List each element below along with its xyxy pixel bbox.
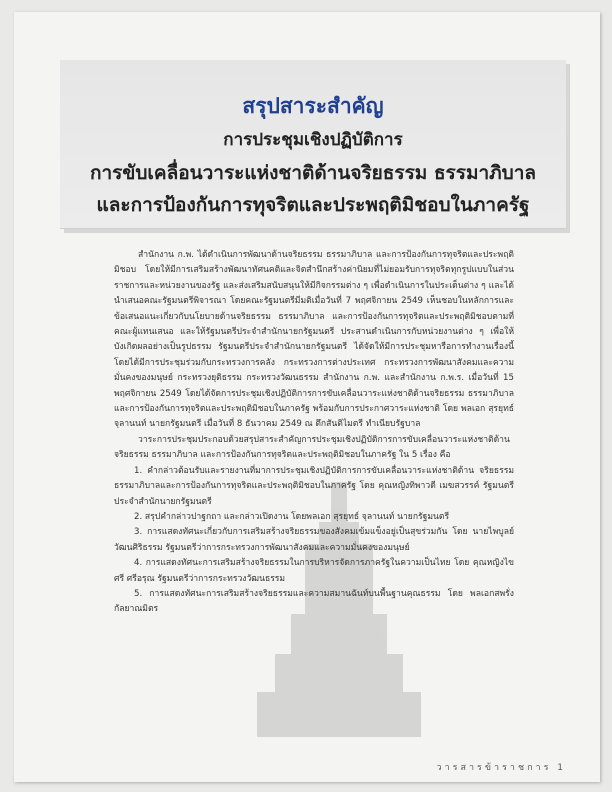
list-item: 5. การแสดงทัศนะการเสริมสร้างจริยธรรมและความสมานฉันท์บนพื้นฐานคุณธรรม โดย พลเอกสพรั่ง กัลยาณมิตร <box>114 588 514 615</box>
document-title: สรุปสาระสำคัญ <box>242 93 384 118</box>
document-page <box>14 12 600 782</box>
title-box <box>60 60 566 229</box>
heading-line-2: และการป้องกันการทุจริตและประพฤติมิชอบในภาครัฐ <box>96 194 530 216</box>
list-item: 4. การแสดงทัศนะการเสริมสร้างจริยธรรมในการบริหารจัดการภาครัฐในความเป็นไทย โดย คุณหญิงไขศรี ศรีอรุณ รัฐมนตรีว่าการกระทรวงวัฒนธรรม <box>114 558 514 584</box>
heading-line-1: การขับเคลื่อนวาระแห่งชาติด้านจริยธรรม ธรรมาภิบาล <box>89 162 537 184</box>
list-item: 3. การแสดงทัศนะเกี่ยวกับการเสริมสร้างจริยธรรมของสังคมเข้มแข็งอยู่เป็นสุขร่วมกัน โดย นายไพบูลย์ วัฒนศิริธรรม รัฐมนตรีว่าการกระทรวงการพัฒนาสังคมและความมั่นคงของมนุษย์ <box>114 527 514 553</box>
body-text <box>114 248 514 618</box>
list-item: 1. คำกล่าวต้อนรับและรายงานที่มาการประชุมเชิงปฏิบัติการการขับเคลื่อนวาระแห่งชาติด้าน จริยธรรม ธรรมาภิบาลและการป้องกันการทุจริตและประพฤติมิชอบในภาครัฐ โดย คุณหญิงทิพาวดี เมฆสวรรค์ รัฐมนตรีประจำสำนักนายกรัฐมนตรี <box>114 465 514 507</box>
list-item: 2. สรุปคำกล่าวปาฐกถา และกล่าวเปิดงาน โดยพลเอก สุรยุทธ์ จุลานนท์ นายกรัฐมนตรี <box>134 511 450 522</box>
page-footer: วารสารข้าราชการ 1 <box>436 763 566 773</box>
document-subtitle: การประชุมเชิงปฏิบัติการ <box>223 130 403 150</box>
paragraph-1: สำนักงาน ก.พ. ได้ดำเนินการพัฒนาด้านจริยธรรม ธรรมาภิบาล และการป้องกันการทุจริตและประพฤติมิชอบ โดยให้มีการเสริมสร้างพัฒนาทัศนคติและจิตสำนึกสร้างค่านิยมที่ไม่ยอมรับการทุจริตทุกรูปแบบในส่วนราชการและหน่วยงานของรัฐ และส่งเสริมสนับสนุนให้มีกิจกรรมต่าง ๆ เพื่อดำเนินการในประเด็นต่าง ๆ และได้นำเสนอคณะรัฐมนตรีพิจารณา โดยคณะรัฐมนตรีมีมติเมื่อวันที่ 7 พฤศจิกายน 2549 เห็นชอบในหลักการและข้อเสนอแนะเกี่ยวกับนโยบายด้านจริยธรรม ธรรมาภิบาล และการป้องกันการทุจริตและประพฤติมิชอบตามที่คณะผู้แทนเสนอ และให้รัฐมนตรีประจำสำนักนายกรัฐมนตรี ประสานดำเนินการกับหน่วยงานต่าง ๆ เพื่อให้บังเกิดผลอย่างเป็นรูปธรรม รัฐมนตรีประจำสำนักนายกรัฐมนตรี ได้จัดให้มีการประชุมหารือการทำงานเรื่องนี้ โดยได้มีการประชุมร่วมกับกระทรวงการคลัง กระทรวงการต่างประเทศ กระทรวงการพัฒนาสังคมและความมั่นคงของมนุษย์ กระทรวงยุติธรรม กระทรวงวัฒนธรรม สำนักงาน ก.พ. และสำนักงาน ก.พ.ร. เมื่อวันที่ 15 พฤศจิกายน 2549 โดยได้จัดการประชุมเชิงปฏิบัติการการขับเคลื่อนวาระแห่งชาติด้านจริยธรรม ธรรมาภิบาล และการป้องกันการทุจริตและประพฤติมิชอบในภาครัฐ พร้อมกับการประกาศวาระแห่งชาติ โดย พลเอก สุรยุทธ์ จุลานนท์ นายกรัฐมนตรี เมื่อวันที่ 8 ธันวาคม 2549 ณ ตึกสันติไมตรี ทำเนียบรัฐบาล <box>114 250 514 430</box>
paragraph-2: วาระการประชุมประกอบด้วยสรุปสาระสำคัญการประชุมเชิงปฏิบัติการการขับเคลื่อนวาระแห่งชาติด้านจริยธรรม ธรรมาภิบาล และการป้องกันการทุจริตและประพฤติมิชอบในภาครัฐ ใน 5 เรื่อง คือ <box>114 434 510 461</box>
